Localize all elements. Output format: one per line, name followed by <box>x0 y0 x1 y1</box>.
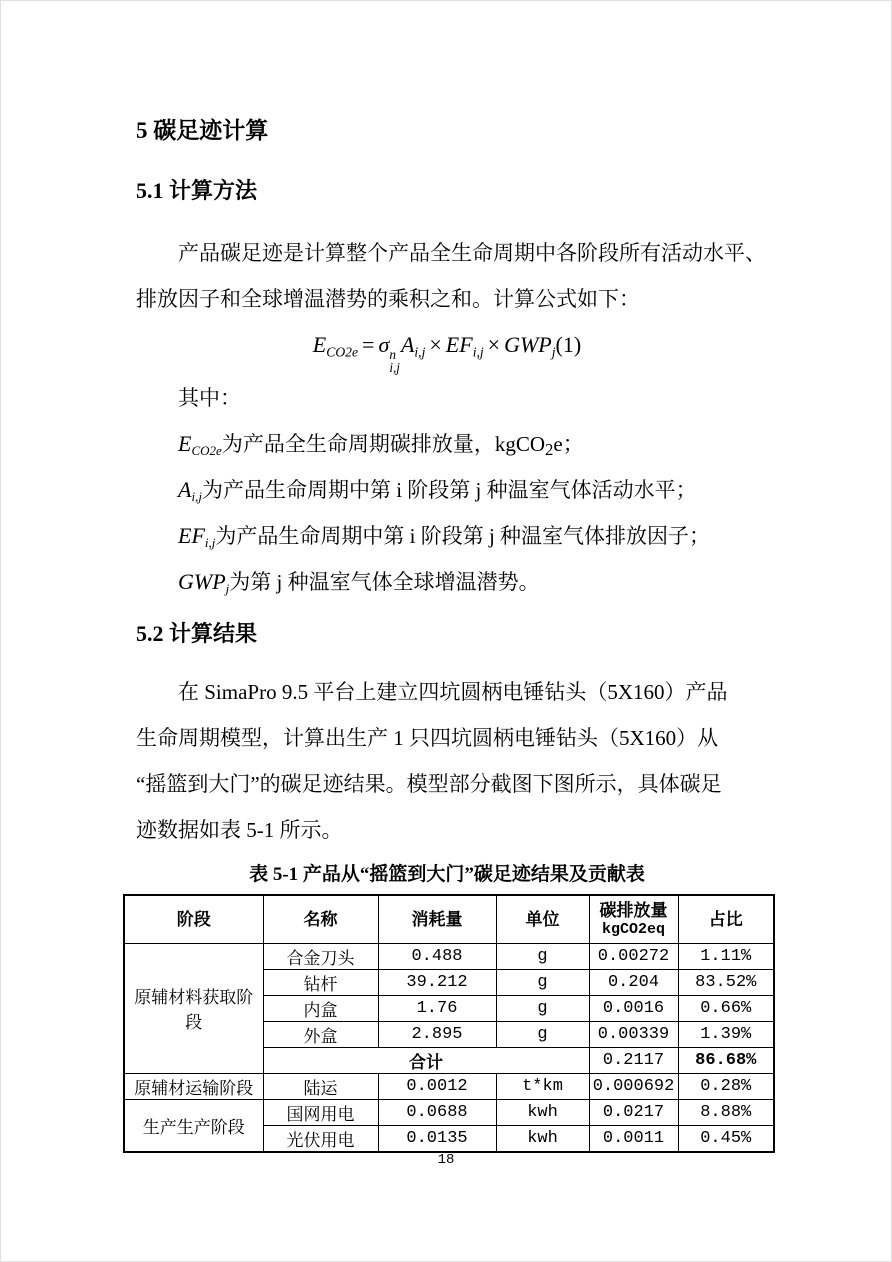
total-emission-cell: 0.2117 <box>589 1047 678 1073</box>
ratio-cell: 0.45% <box>678 1125 774 1152</box>
emission-cell: 0.000692 <box>589 1073 678 1099</box>
table-row <box>124 943 774 969</box>
symbol-definition <box>136 559 758 605</box>
formula-sigma-sub: i,j <box>389 360 400 376</box>
header-cell-consumption: 消耗量 <box>378 895 496 943</box>
emission-cell: 0.0217 <box>589 1099 678 1125</box>
section-heading-method: 5.1 计算方法 <box>136 178 258 203</box>
table-row <box>124 1099 774 1125</box>
table-caption: 表 5-1 产品从“摇篮到大门”碳足迹结果及贡献表 <box>249 864 645 886</box>
unit-cell: kwh <box>496 1099 589 1125</box>
formula-sigma: σ <box>378 332 390 357</box>
text-subscript: 2 <box>545 440 554 460</box>
name-cell: 国网用电 <box>263 1099 378 1125</box>
symbol-definition <box>136 513 758 559</box>
symbol: GWP <box>178 569 226 595</box>
symbol-definition <box>136 467 758 513</box>
consumption-cell: 39.212 <box>378 969 496 995</box>
where-label: 其中： <box>178 386 241 411</box>
formula-E-sub: CO2e <box>326 344 359 360</box>
symbol: EF <box>178 523 205 549</box>
ratio-cell: 8.88% <box>678 1099 774 1125</box>
symbol: A <box>178 477 192 503</box>
header-cell-emission <box>589 895 678 943</box>
paragraph-line: 产品碳足迹是计算整个产品全生命周期中各阶段所有活动水平、 <box>178 241 766 265</box>
name-cell: 外盒 <box>263 1021 378 1047</box>
symbol-subscript: CO2e <box>191 443 222 459</box>
name-cell: 合金刀头 <box>263 943 378 969</box>
emission-cell: 0.204 <box>589 969 678 995</box>
table-header-row <box>124 895 774 943</box>
consumption-cell: 0.0135 <box>378 1125 496 1152</box>
times-sign: × <box>429 332 442 357</box>
consumption-cell: 0.488 <box>378 943 496 969</box>
header-cell-name: 名称 <box>263 895 378 943</box>
consumption-cell: 0.0688 <box>378 1099 496 1125</box>
stage-cell: 原辅材运输阶段 <box>124 1073 263 1099</box>
emission-cell: 0.0011 <box>589 1125 678 1152</box>
symbol-subscript: j <box>225 581 230 597</box>
ratio-cell: 1.11% <box>678 943 774 969</box>
formula-sigma-sup: n <box>389 346 396 362</box>
paragraph-line: 在 SimaPro 9.5 平台上建立四坑圆柄电锤钻头（5X160）产品 <box>178 680 728 705</box>
ratio-cell: 0.66% <box>678 995 774 1021</box>
consumption-cell: 2.895 <box>378 1021 496 1047</box>
formula-sigma-scripts <box>389 348 400 376</box>
ratio-cell: 1.39% <box>678 1021 774 1047</box>
definition-text: 为第 j 种温室气体全球增温潜势。 <box>229 570 540 595</box>
symbol-definitions <box>136 421 758 605</box>
carbon-footprint-table <box>123 894 775 1153</box>
ratio-cell: 0.28% <box>678 1073 774 1099</box>
header-emission-title: 碳排放量 <box>599 900 668 920</box>
emission-cell: 0.00272 <box>589 943 678 969</box>
name-cell: 内盒 <box>263 995 378 1021</box>
symbol-definition <box>136 421 758 467</box>
page-number: 18 <box>437 1152 455 1168</box>
unit-cell: g <box>496 943 589 969</box>
unit-cell: g <box>496 995 589 1021</box>
formula-A-sub: i,j <box>414 344 426 360</box>
name-cell: 光伏用电 <box>263 1125 378 1152</box>
symbol-subscript: i,j <box>204 535 216 551</box>
emission-cell: 0.0016 <box>589 995 678 1021</box>
stage-cell: 生产生产阶段 <box>124 1099 263 1152</box>
carbon-footprint-formula <box>136 322 758 375</box>
formula-E: E <box>312 332 327 357</box>
header-cell-stage: 阶段 <box>124 895 263 943</box>
chapter-heading: 5 碳足迹计算 <box>136 118 269 143</box>
definition-text: 为产品生命周期中第 i 阶段第 j 种温室气体排放因子； <box>215 524 711 549</box>
name-cell: 陆运 <box>263 1073 378 1099</box>
unit-cell: g <box>496 1021 589 1047</box>
unit-cell: kwh <box>496 1125 589 1152</box>
header-cell-ratio: 占比 <box>678 895 774 943</box>
results-paragraph <box>136 669 758 853</box>
definition-text: 为产品全生命周期碳排放量，kgCO <box>221 432 545 457</box>
emission-cell: 0.00339 <box>589 1021 678 1047</box>
unit-cell: g <box>496 969 589 995</box>
symbol-subscript: i,j <box>191 489 202 505</box>
table-row <box>124 1073 774 1099</box>
ratio-cell: 83.52% <box>678 969 774 995</box>
symbol: E <box>178 431 192 457</box>
name-cell: 钻杆 <box>263 969 378 995</box>
equation-number: (1) <box>555 332 582 357</box>
unit-cell: t*km <box>496 1073 589 1099</box>
formula-EF: EF <box>445 332 473 357</box>
consumption-cell: 1.76 <box>378 995 496 1021</box>
paragraph-line: “摇篮到大门”的碳足迹结果。模型部分截图下图所示，具体碳足 <box>136 772 722 797</box>
formula-GWP: GWP <box>504 332 552 357</box>
definition-text: 为产品生命周期中第 i 阶段第 j 种温室气体活动水平； <box>201 478 697 503</box>
equals-sign: = <box>362 332 375 357</box>
formula-EF-sub: i,j <box>472 344 484 360</box>
paragraph-line: 生命周期模型，计算出生产 1 只四坑圆柄电锤钻头（5X160）从 <box>136 726 719 751</box>
formula-GWP-sub: j <box>551 344 556 360</box>
method-intro-paragraph <box>136 230 766 322</box>
header-emission-unit: kgCO2eq <box>601 920 665 938</box>
times-sign: × <box>487 332 501 357</box>
paragraph-line: 排放因子和全球增温潜势的乘积之和。计算公式如下： <box>136 287 640 311</box>
total-ratio-cell: 86.68% <box>678 1047 774 1073</box>
formula-A: A <box>400 332 415 357</box>
section-heading-results: 5.2 计算结果 <box>136 621 258 647</box>
total-label-cell: 合计 <box>263 1047 589 1073</box>
consumption-cell: 0.0012 <box>378 1073 496 1099</box>
stage-cell: 原辅材料获取阶段 <box>124 943 263 1073</box>
definition-text-end: e； <box>553 432 584 457</box>
header-cell-unit: 单位 <box>496 895 589 943</box>
paragraph-line: 迹数据如表 5-1 所示。 <box>136 818 343 843</box>
